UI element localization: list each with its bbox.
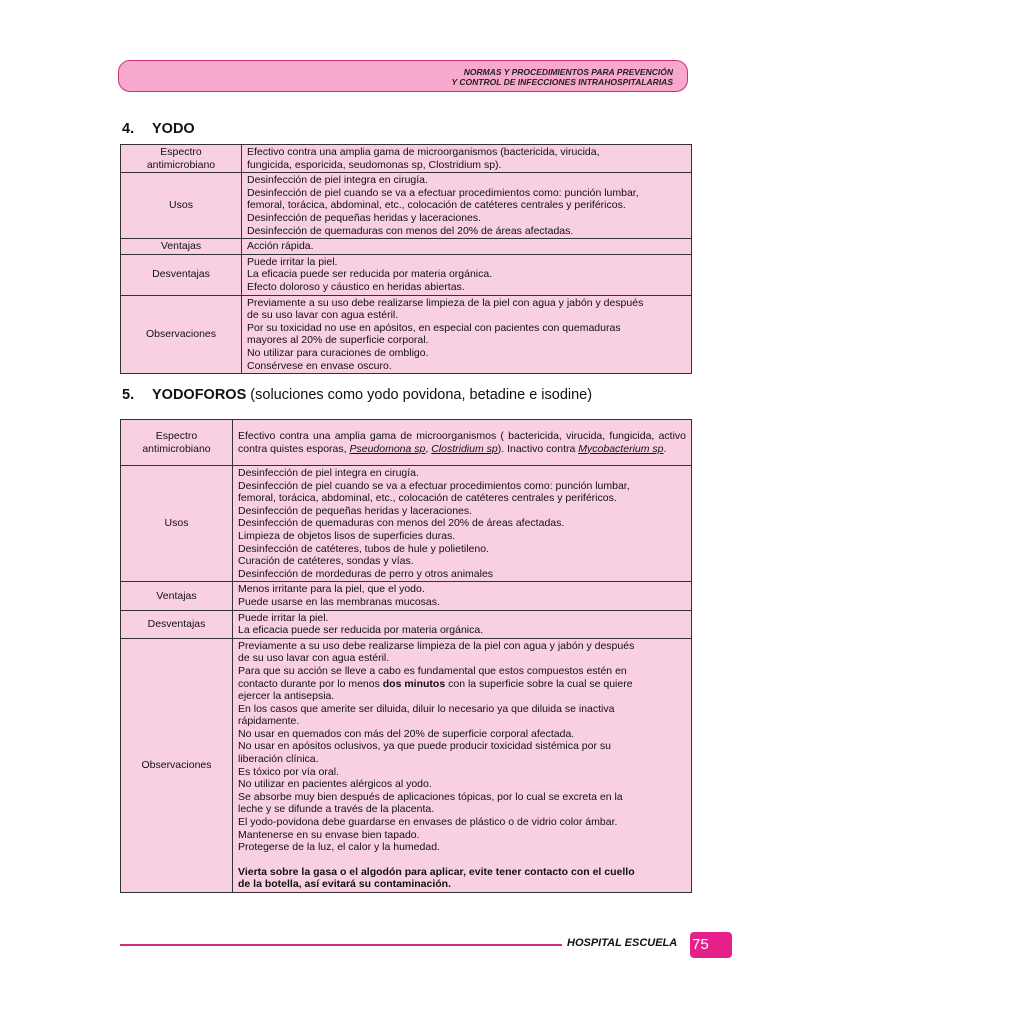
yodoforos-table (120, 419, 692, 893)
text-line: No usar en quemados con más del 20% de superficie corporal afectada. (238, 727, 575, 740)
row-label: Espectro antimicrobiano (121, 420, 233, 466)
row-label: Desventajas (121, 610, 233, 638)
row-label: Usos (121, 173, 242, 239)
row-label: Observaciones (121, 638, 233, 892)
table-row (121, 638, 692, 892)
text-line: Desinfección de mordeduras de perro y otros animales (238, 567, 494, 580)
row-content (242, 239, 692, 255)
row-label: Desventajas (121, 254, 242, 295)
text-line: Para que su acción se lleve a cabo es fundamental que estos compuestos estén en (238, 664, 627, 677)
emphasis-text: dos minutos (382, 677, 446, 690)
section-5-heading: YODOFOROS (152, 387, 247, 403)
text-line: Consérvese en envase oscuro. (247, 359, 392, 372)
text-span: contacto durante por lo menos (238, 677, 383, 690)
text-span: ). Inactivo contra (497, 442, 579, 455)
table-row (121, 254, 692, 295)
text-span: Efectivo contra una amplia gama de microorganismos ( bactericida, virucida, fungicida, activo contra quistes esporas, (238, 429, 686, 455)
text-line: Desinfección de piel cuando se va a efectuar procedimientos como: punción lumbar, (238, 479, 630, 492)
footer-hospital-name: HOSPITAL ESCUELA (567, 937, 678, 949)
text-span: . (663, 442, 667, 455)
text-line: mayores al 20% de superficie corporal. (247, 334, 429, 347)
text-line: de su uso lavar con agua estéril. (238, 652, 390, 665)
section-4-title (122, 121, 195, 137)
section-4-number: 4. (122, 121, 135, 137)
text-line: Efecto doloroso y cáustico en heridas abiertas. (247, 280, 465, 293)
header-band (118, 60, 688, 92)
table-row (121, 145, 692, 173)
text-line: No utilizar en pacientes alérgicos al yodo. (238, 778, 432, 791)
text-line: Por su toxicidad no use en apósitos, en especial con pacientes con quemaduras (247, 321, 621, 334)
row-content (233, 638, 692, 892)
text-line: liberación clínica. (238, 753, 319, 766)
text-line: Desinfección de quemaduras con menos del 20% de áreas afectadas. (247, 224, 574, 237)
row-content (233, 420, 692, 466)
text-line: Previamente a su uso debe realizarse limpieza de la piel con agua y jabón y después (247, 296, 644, 309)
text-line: Desinfección de piel cuando se va a efectuar procedimientos como: punción lumbar, (247, 186, 639, 199)
text-line: Efectivo contra una amplia gama de microorganismos (bactericida, virucida, (247, 146, 600, 158)
section-4-heading: YODO (152, 121, 195, 137)
row-label: Observaciones (121, 295, 242, 374)
text-line: El yodo-povidona debe guardarse en envases de plástico o de vidrio color ámbar. (238, 816, 618, 829)
footer-rule (120, 944, 562, 946)
text-line: fungicida, esporicida, seudomonas sp, Clostridium sp). (247, 158, 502, 171)
text-line (238, 678, 686, 691)
row-content (242, 254, 692, 295)
organism-name: Mycobacterium sp (578, 442, 664, 455)
row-content (242, 145, 692, 173)
text-line: Menos irritante para la piel, que el yodo. (238, 583, 425, 596)
text-line: ejercer la antisepsia. (238, 690, 335, 703)
text-line: Previamente a su uso debe realizarse limpieza de la piel con agua y jabón y después (238, 639, 635, 652)
organism-name: Clostridium sp (431, 442, 498, 455)
text-line: No usar en apósitos oclusivos, ya que puede producir toxicidad sistémica por su (238, 740, 611, 753)
text-line: La eficacia puede ser reducida por materia orgánica. (247, 268, 493, 281)
section-5-subtitle: (soluciones como yodo povidona, betadine e isodine) (250, 387, 593, 403)
table-row (121, 610, 692, 638)
row-content (233, 610, 692, 638)
row-label: Ventajas (121, 582, 233, 610)
text-line: Curación de catéteres, sondas y vías. (238, 555, 414, 568)
text-line: Puede irritar la piel. (247, 255, 338, 268)
text-line: Desinfección de piel integra en cirugía. (238, 467, 419, 479)
text-span: con la superficie sobre la cual se quiere (445, 677, 633, 690)
header-line-2: Y CONTROL DE INFECCIONES INTRAHOSPITALARIAS (451, 77, 673, 87)
row-label: Usos (121, 466, 233, 582)
text-line: Desinfección de quemaduras con menos del 20% de áreas afectadas. (238, 517, 565, 530)
text-line: La eficacia puede ser reducida por materia orgánica. (238, 624, 484, 637)
warning-line: Vierta sobre la gasa o el algodón para aplicar, evite tener contacto con el cuello (238, 865, 635, 878)
header-text (452, 67, 674, 87)
text-line: Es tóxico por vía oral. (238, 765, 339, 778)
text-line: Puede irritar la piel. (238, 611, 329, 624)
text-line: Desinfección de pequeñas heridas y laceraciones. (238, 504, 473, 517)
row-content (242, 295, 692, 374)
text-line: Desinfección de piel integra en cirugía. (247, 174, 428, 187)
row-label: Espectro antimicrobiano (121, 145, 242, 173)
section-5-number: 5. (122, 387, 135, 403)
table-row (121, 173, 692, 239)
text-line: Acción rápida. (247, 240, 314, 253)
table-row (121, 420, 692, 466)
text-line: Protegerse de la luz, el calor y la humedad. (238, 841, 440, 854)
table-row (121, 295, 692, 374)
page-number: 75 (690, 932, 732, 958)
organism-name: Pseudomona sp (349, 442, 426, 455)
text-line: rápidamente. (238, 715, 300, 728)
row-content (233, 466, 692, 582)
row-content (233, 582, 692, 610)
text-line: Se absorbe muy bien después de aplicaciones tópicas, por lo cual se excreta en la (238, 790, 623, 803)
warning-line: de la botella, así evitará su contaminación. (238, 878, 451, 891)
table-row (121, 466, 692, 582)
text-line: Mantenerse en su envase bien tapado. (238, 828, 420, 841)
text-line: Desinfección de catéteres, tubos de hule y polietileno. (238, 542, 489, 555)
header-line-1: NORMAS Y PROCEDIMIENTOS PARA PREVENCIÓN (463, 67, 673, 77)
text-line: Limpieza de objetos lisos de superficies duras. (238, 529, 456, 542)
table-row (121, 239, 692, 255)
text-line: Desinfección de pequeñas heridas y laceraciones. (247, 211, 482, 224)
section-5-title (122, 387, 592, 403)
text-line: Puede usarse en las membranas mucosas. (238, 595, 440, 608)
row-content (242, 173, 692, 239)
table-row (121, 582, 692, 610)
text-line: No utilizar para curaciones de ombligo. (247, 346, 429, 359)
text-line: En los casos que amerite ser diluida, diluir lo necesario ya que diluida se inactiva (238, 702, 615, 715)
text-line: femoral, torácica, abdominal, etc., colocación de catéteres centrales y periféricos. (247, 199, 626, 212)
text-span: , (425, 442, 432, 455)
text-line: leche y se difunde a través de la placenta. (238, 803, 435, 816)
row-label: Ventajas (121, 239, 242, 255)
spacer (238, 854, 686, 866)
yodo-table (120, 144, 692, 374)
text-line: femoral, torácica, abdominal, etc., colocación de catéteres centrales y periféricos. (238, 492, 617, 505)
text-line: de su uso lavar con agua estéril. (247, 309, 399, 322)
